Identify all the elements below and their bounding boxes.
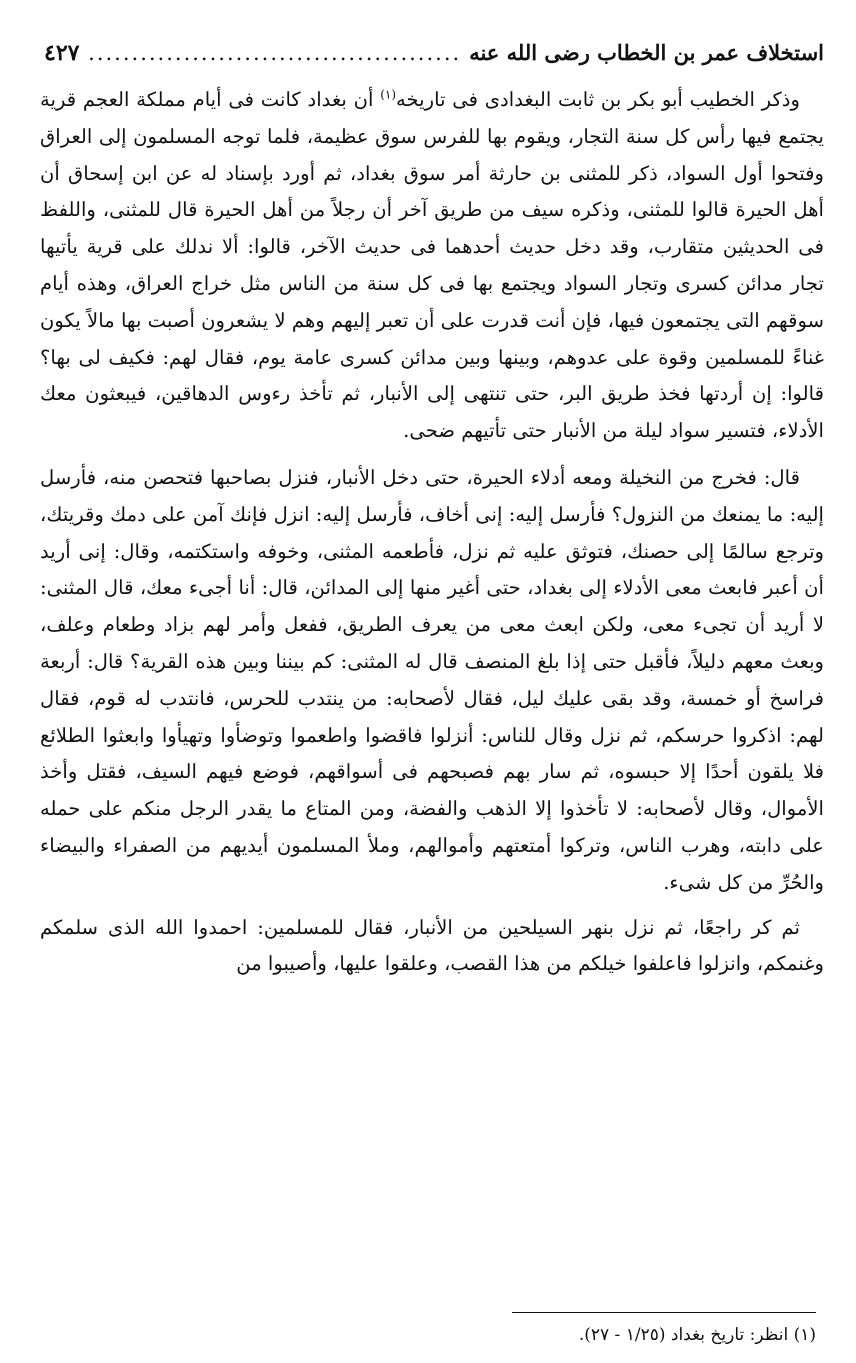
footnote-divider bbox=[512, 1312, 816, 1313]
chapter-title: استخلاف عمر بن الخطاب رضى الله عنه bbox=[469, 40, 824, 65]
paragraph-1-body: أن بغداد كانت فى أيام مملكة العجم قرية يجتمع فيها رأس كل سنة التجار، ويقوم بها للفرس سوق عظيمة، فلما توجه المسلمون إلى العراق وفتحوا أول السواد، ذكر للمثنى بن حارثة أمر سوق بغداد، ثم أورد بإسناد له عن ابن إسحاق أن أهل الحيرة قالوا للمثنى، وذكره سيف من طريق آخر أن رجلاً من أهل الحيرة قال للمثنى، واللفظ فى الحديثين متقارب، وقد دخل حديث أحدهما فى حديث الآخر، قالوا: ألا ندلك على قرية يأتيها تجار مدائن كسرى وتجار السواد ويجتمع بها فى كل سنة من الناس مثل خراج العراق، وهذه أيام سوقهم التى يجتمعون فيها، فإن أنت قدرت على أن تعبر إليهم وهم لا يشعرون أصبت بها مالاً يكون غناءً للمسلمين وقوة على عدوهم، وبينها وبين مدائن كسرى عامة يوم، فقال لهم: فكيف لى بها؟ قالوا: إن أردتها فخذ طريق البر، حتى تنتهى إلى الأنبار، ثم تأخذ رءوس الدهاقين، فيبعثون معك الأدلاء، فتسير سواد ليلة من الأنبار حتى تأتيهم ضحى. bbox=[40, 88, 825, 443]
running-header bbox=[40, 40, 824, 82]
footnote-reference: (١) bbox=[380, 87, 397, 102]
paragraph-1-lead: وذكر الخطيب أبو بكر بن ثابت البغدادى فى تاريخه bbox=[396, 88, 800, 111]
leader-dots bbox=[87, 41, 461, 65]
main-text bbox=[40, 82, 824, 983]
paragraph-3: ثم كر راجعًا، ثم نزل بنهر السيلحين من الأنبار، فقال للمسلمين: احمدوا الله الذى سلمكم وغنمكم، وانزلوا فاعلفوا خيلكم من هذا القصب، وعلقوا عليها، وأصيبوا من bbox=[40, 915, 824, 976]
paragraph-1 bbox=[40, 82, 824, 450]
page-number: ٤٢٧ bbox=[44, 40, 80, 66]
paragraph-2: قال: فخرج من النخيلة ومعه أدلاء الحيرة، حتى دخل الأنبار، فنزل بصاحبها فتحصن منه، فأرسل إليه: ما يمنعك من النزول؟ فأرسل إليه: إنى أخاف، فأرسل إليه: انزل فإنك آمن على دمك وقريتك، وترجع سالمًا إلى حصنك، فتوثق عليه ثم نزل، فأطعمه المثنى، وخوفه واستكتمه، وقال: إنى أريد أن أعبر فابعث معى الأدلاء إلى بغداد، حتى أغير منها إلى المدائن، قال: أنا أجىء معك، قال المثنى: لا أريد أن تجىء معى، ولكن ابعث معى من يعرف الطريق، ففعل وأمر لهم بزاد وطعام وعلف، وبعث معهم دليلاً، فأقبل حتى إذا بلغ المنصف قال له المثنى: كم بيننا وبين هذه القرية؟ قال: أربعة فراسخ أو خمسة، وقد بقى عليك ليل، فقال لأصحابه: من ينتدب للحرس، فانتدب له قوم، فقال لهم: اذكروا حرسكم، ثم نزل وقال للناس: أنزلوا فاقضوا واطعموا وتوضأوا وتهيأوا وابعثوا الطلائع فلا يلقون أحدًا إلا حبسوه، ثم سار بهم فصبحهم فى أسواقهم، فوضع فيهم السيف، فقتل وأخذ الأموال، وقال لأصحابه: لا تأخذوا إلا الذهب والفضة، ومن المتاع ما يقدر الرجل منكم على حمله على دابته، وهرب الناس، وتركوا أمتعتهم وأموالهم، وملأ المسلمون أيديهم من الصفراء والبيضاء والحُرِّ من كل شىء. bbox=[40, 465, 824, 894]
footnote: (١) انظر: تاريخ بغداد (١/٢٥ - ٢٧). bbox=[578, 1325, 816, 1345]
